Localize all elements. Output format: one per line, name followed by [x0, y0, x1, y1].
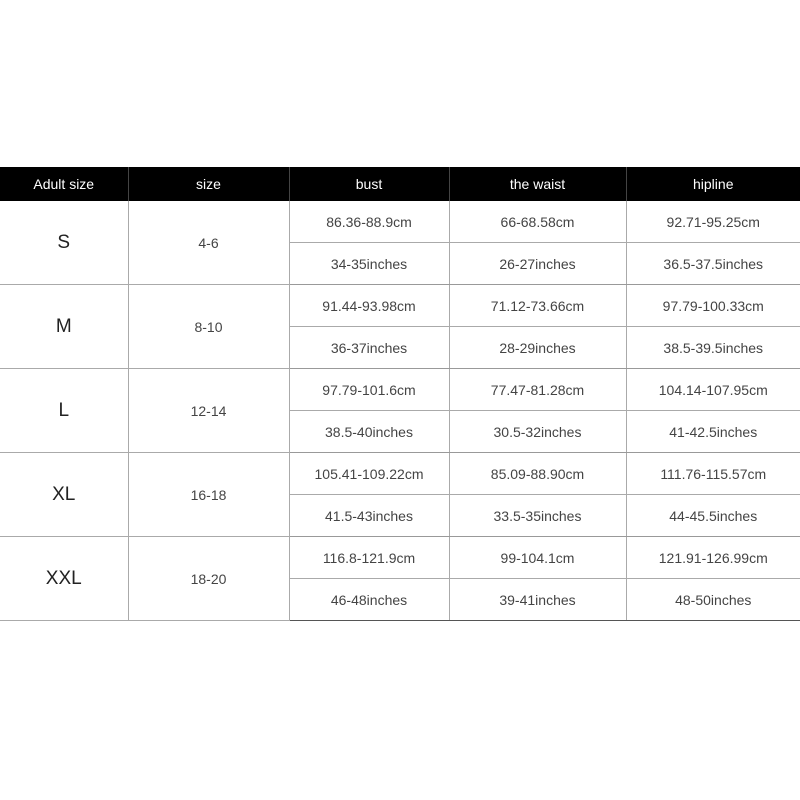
table-row: [0, 537, 800, 579]
hip-cm-cell: 92.71-95.25cm: [626, 201, 800, 243]
header-size: size: [128, 167, 289, 201]
size-cell: 16-18: [128, 453, 289, 537]
waist-cm-cell: 85.09-88.90cm: [449, 453, 626, 495]
bust-cm-cell: 97.79-101.6cm: [289, 369, 449, 411]
waist-inches-cell: 28-29inches: [449, 327, 626, 369]
bust-inches-cell: 38.5-40inches: [289, 411, 449, 453]
hip-cm-cell: 121.91-126.99cm: [626, 537, 800, 579]
adult-size-cell: M: [0, 285, 128, 369]
waist-cm-cell: 66-68.58cm: [449, 201, 626, 243]
size-cell: 18-20: [128, 537, 289, 621]
header-row: [0, 167, 800, 201]
adult-size-cell: S: [0, 201, 128, 285]
hip-cm-cell: 111.76-115.57cm: [626, 453, 800, 495]
hip-inches-cell: 48-50inches: [626, 579, 800, 621]
hip-cm-cell: 104.14-107.95cm: [626, 369, 800, 411]
table-row: [0, 453, 800, 495]
size-cell: 8-10: [128, 285, 289, 369]
bust-cm-cell: 86.36-88.9cm: [289, 201, 449, 243]
size-cell: 12-14: [128, 369, 289, 453]
adult-size-cell: XXL: [0, 537, 128, 621]
header-hipline: hipline: [626, 167, 800, 201]
bust-inches-cell: 41.5-43inches: [289, 495, 449, 537]
header-waist: the waist: [449, 167, 626, 201]
adult-size-cell: L: [0, 369, 128, 453]
hip-inches-cell: 44-45.5inches: [626, 495, 800, 537]
waist-inches-cell: 39-41inches: [449, 579, 626, 621]
bust-inches-cell: 46-48inches: [289, 579, 449, 621]
hip-inches-cell: 41-42.5inches: [626, 411, 800, 453]
bust-cm-cell: 91.44-93.98cm: [289, 285, 449, 327]
header-bust: bust: [289, 167, 449, 201]
table-row: [0, 285, 800, 327]
table-row: [0, 201, 800, 243]
bust-cm-cell: 105.41-109.22cm: [289, 453, 449, 495]
header-adult-size: Adult size: [0, 167, 128, 201]
bust-inches-cell: 36-37inches: [289, 327, 449, 369]
hip-inches-cell: 36.5-37.5inches: [626, 243, 800, 285]
bust-cm-cell: 116.8-121.9cm: [289, 537, 449, 579]
waist-cm-cell: 71.12-73.66cm: [449, 285, 626, 327]
table-row: [0, 369, 800, 411]
bust-inches-cell: 34-35inches: [289, 243, 449, 285]
size-chart-table: [0, 167, 800, 621]
waist-cm-cell: 77.47-81.28cm: [449, 369, 626, 411]
waist-inches-cell: 33.5-35inches: [449, 495, 626, 537]
adult-size-cell: XL: [0, 453, 128, 537]
waist-inches-cell: 30.5-32inches: [449, 411, 626, 453]
waist-inches-cell: 26-27inches: [449, 243, 626, 285]
hip-cm-cell: 97.79-100.33cm: [626, 285, 800, 327]
hip-inches-cell: 38.5-39.5inches: [626, 327, 800, 369]
size-cell: 4-6: [128, 201, 289, 285]
table-body: [0, 201, 800, 621]
waist-cm-cell: 99-104.1cm: [449, 537, 626, 579]
